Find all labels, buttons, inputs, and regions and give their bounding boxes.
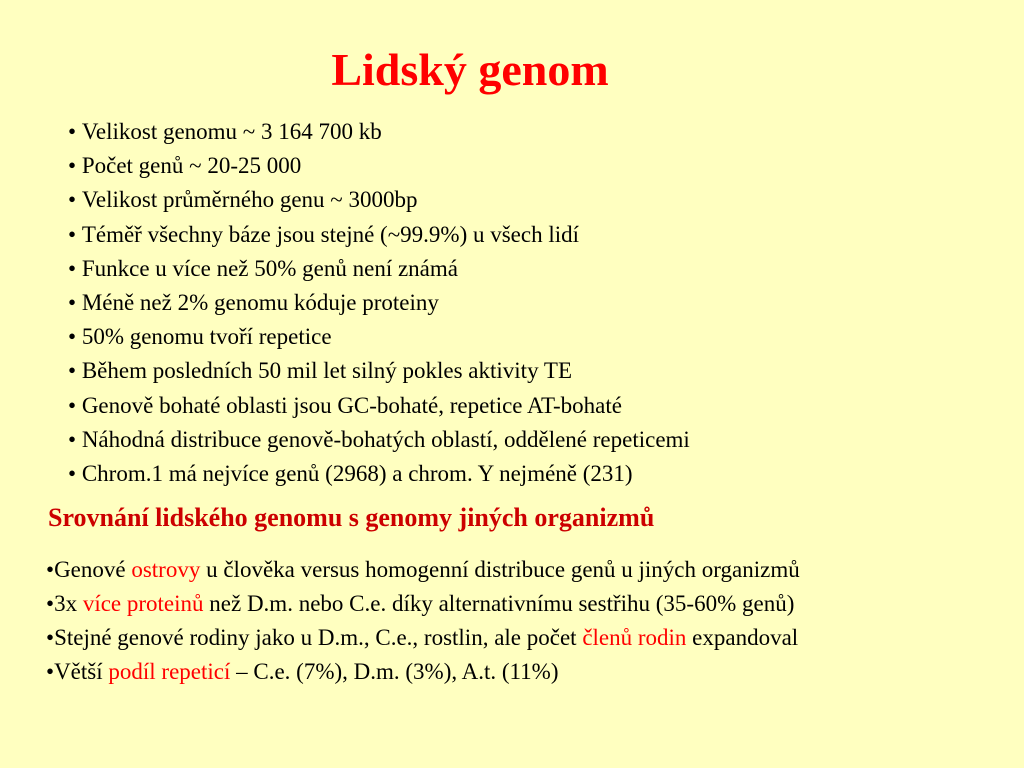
comparison-highlight: podíl repeticí — [108, 659, 231, 684]
comparison-text: expandoval — [686, 625, 799, 650]
fact-item: • Chrom.1 má nejvíce genů (2968) a chrom. Y nejméně (231) — [68, 457, 690, 491]
fact-item: • Náhodná distribuce genově-bohatých oblastí, oddělené repeticemi — [68, 423, 690, 457]
facts-list — [68, 115, 690, 491]
comparison-item — [46, 621, 800, 655]
comparison-list — [46, 553, 800, 689]
comparison-item — [46, 655, 800, 689]
comparison-text: Větší — [54, 659, 109, 684]
slide-title: Lidský genom — [331, 44, 609, 95]
comparison-heading: Srovnání lidského genomu s genomy jiných organizmů — [48, 503, 655, 532]
comparison-highlight: více proteinů — [82, 591, 204, 616]
comparison-text: Stejné genové rodiny jako u D.m., C.e., rostlin, ale počet — [54, 625, 583, 650]
comparison-text: – C.e. (7%), D.m. (3%), A.t. (11%) — [230, 659, 559, 684]
comparison-text: u člověka versus homogenní distribuce genů u jiných organizmů — [200, 557, 800, 582]
fact-item: • 50% genomu tvoří repetice — [68, 320, 690, 354]
fact-item: • Genově bohaté oblasti jsou GC-bohaté, repetice AT-bohaté — [68, 389, 690, 423]
fact-item: • Téměř všechny báze jsou stejné (~99.9%) u všech lidí — [68, 218, 690, 252]
comparison-text: než D.m. nebo C.e. díky alternativnímu sestřihu (35-60% genů) — [203, 591, 795, 616]
fact-item: • Méně než 2% genomu kóduje proteiny — [68, 286, 690, 320]
comparison-item — [46, 553, 800, 587]
comparison-highlight: ostrovy — [131, 557, 201, 582]
comparison-text: Genové — [54, 557, 132, 582]
fact-item: • Počet genů ~ 20-25 000 — [68, 149, 690, 183]
fact-item: • Během posledních 50 mil let silný pokles aktivity TE — [68, 354, 690, 388]
fact-item: • Funkce u více než 50% genů není známá — [68, 252, 690, 286]
comparison-item — [46, 587, 800, 621]
comparison-highlight: členů rodin — [582, 625, 687, 650]
fact-item: • Velikost průměrného genu ~ 3000bp — [68, 183, 690, 217]
fact-item: • Velikost genomu ~ 3 164 700 kb — [68, 115, 690, 149]
comparison-text: 3x — [54, 591, 83, 616]
